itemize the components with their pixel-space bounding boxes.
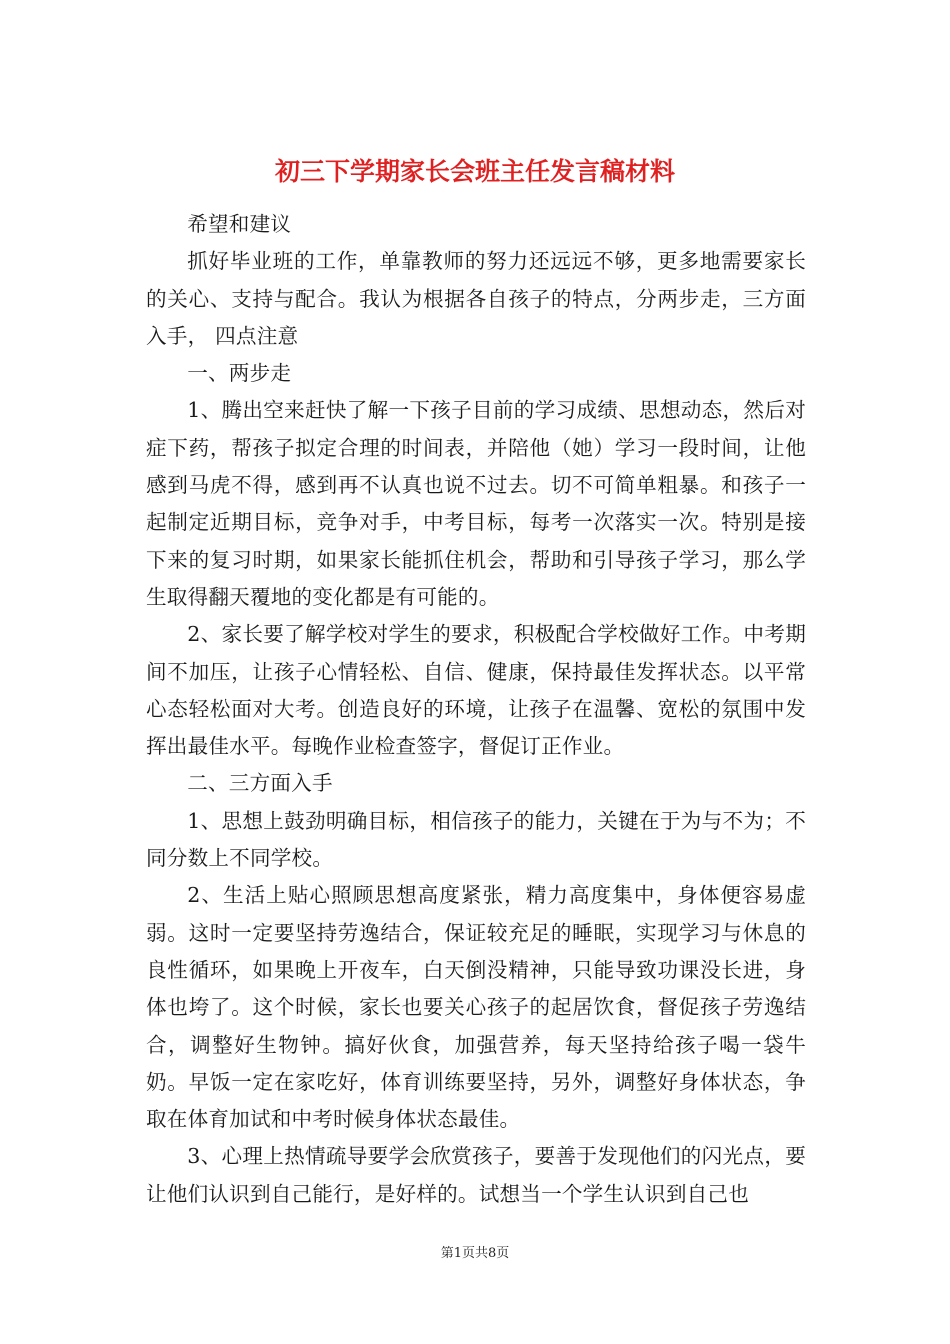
paragraph-step-2: 2、家长要了解学校对学生的要求，积极配合学校做好工作。中考期间不加压，让孩子心情轻松、自信、健康，保持最佳发挥状态。以平常心态轻松面对大考。创造良好的环境，让孩子在温馨、宽松的氛围中发挥出最佳水平。每晚作业检查签字，督促订正作业。 [146,622,806,759]
section-heading-three-aspects: 二、三方面入手 [187,771,333,796]
page-number-footer: 第1页共8页 [440,1246,510,1261]
paragraph-step-1: 1、腾出空来赶快了解一下孩子目前的学习成绩、思想动态，然后对症下药，帮孩子拟定合理的时间表，并陪他（她）学习一段时间，让他感到马虎不得，感到再不认真也说不过去。切不可简单粗暴。和孩子一起制定近期目标，竞争对手，中考目标，每考一次落实一次。特别是接下来的复习时期，如果家长能抓住机会，帮助和引导孩子学习，那么学生取得翻天覆地的变化都是有可能的。 [146,398,806,609]
section-heading-two-steps: 一、两步走 [187,361,292,386]
paragraph-heading-hopes: 希望和建议 [187,212,292,236]
paragraph-intro: 抓好毕业班的工作，单靠教师的努力还远远不够，更多地需要家长的关心、支持与配合。我认为根据各自孩子的特点，分两步走，三方面入手， 四点注意 [146,249,806,348]
paragraph-aspect-3: 3、心理上热情疏导要学会欣赏孩子，要善于发现他们的闪光点，要让他们认识到自己能行，是好样的。试想当一个学生认识到自己也 [146,1144,806,1206]
paragraph-aspect-1: 1、思想上鼓劲明确目标，相信孩子的能力，关键在于为与不为；不同分数上不同学校。 [146,808,806,871]
paragraph-aspect-2: 2、生活上贴心照顾思想高度紧张，精力高度集中，身体便容易虚弱。这时一定要坚持劳逸结合，保证较充足的睡眠，实现学习与休息的良性循环，如果晚上开夜车，白天倒没精神，只能导致功课没长进，身体也垮了。这个时候，家长也要关心孩子的起居饮食，督促孩子劳逸结合，调整好生物钟。搞好伙食，加强营养，每天坚持给孩子喝一袋牛奶。早饭一定在家吃好，体育训练要坚持，另外，调整好身体状态，争取在体育加试和中考时候身体状态最佳。 [146,883,806,1132]
document-body [146,206,806,1213]
document-title: 初三下学期家长会班主任发言稿材料 [274,157,675,186]
